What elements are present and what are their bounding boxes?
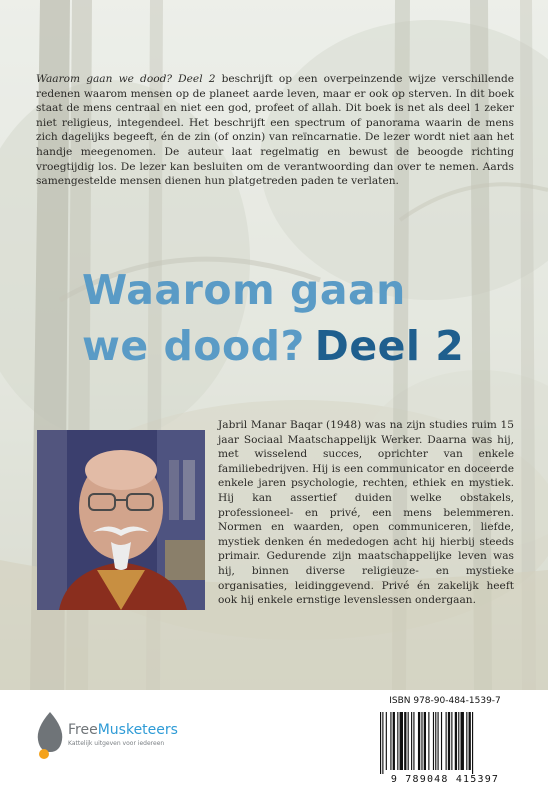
barcode-bar (458, 712, 459, 770)
barcode-bar (448, 712, 450, 770)
barcode-bar (428, 712, 429, 770)
barcode-bar (400, 712, 403, 770)
publisher-name-free: Free (68, 722, 98, 738)
blurb-book-title: Waarom gaan we dood? Deel 2 (36, 73, 216, 85)
book-title (82, 262, 464, 374)
isbn-label: ISBN 978-90-484-1539-7 (389, 696, 501, 706)
isbn-barcode (370, 696, 520, 792)
title-line-1: Waarom gaan (82, 266, 406, 314)
barcode-bar (455, 712, 457, 770)
publisher-name-musketeers: Musketeers (97, 722, 178, 738)
author-biography: Jabril Manar Baqar (1948) was na zijn studies ruim 15 jaar Sociaal Maatschappelijk Werker. Daarna was hij, met wisselend succes, oprichter van enkele familiebedrijven. Hij is een communicator en doceerde enkele jaren psychologie, rechten, ethiek en mystiek. Hij kan assertief duiden welke obstakels, professioneel- en privé, een mens belemmeren. Normen en waarden, open communiceren, liefde, mystiek denken én mededogen acht hij hierbij steeds primair. Gedurende zijn maatschappelijke leven was hij, binnen diverse religieuze- en mystieke organisaties, leidinggevend. Privé én zakelijk heeft ook hij enkele ernstige levenslessen ondergaan. (218, 419, 514, 607)
barcode-bar (380, 712, 381, 774)
back-cover-blurb (36, 72, 514, 189)
barcode-bar (404, 712, 406, 770)
barcode-bar (393, 712, 395, 770)
barcode-bar (390, 712, 391, 770)
title-line-2: we dood? (82, 322, 305, 370)
publisher-logo (36, 712, 176, 772)
barcode-bar (418, 712, 420, 770)
barcode-bar (435, 712, 436, 770)
publisher-drop-icon (36, 712, 64, 760)
barcode-bar (382, 712, 383, 774)
barcode-bars (378, 712, 512, 774)
barcode-bar (451, 712, 452, 770)
barcode-bar (446, 712, 447, 770)
publisher-tagline: Kattelijk uitgeven voor iedereen (68, 740, 165, 747)
barcode-bar (469, 712, 471, 770)
barcode-bar (472, 712, 473, 774)
title-volume: Deel 2 (314, 322, 465, 370)
barcode-bar (386, 712, 387, 770)
barcode-digits: 9 789048 415397 (390, 774, 500, 785)
barcode-bar (438, 712, 439, 770)
barcode-bar (424, 712, 426, 770)
barcode-bar (441, 712, 442, 770)
author-photo (37, 430, 205, 610)
barcode-bar (408, 712, 409, 770)
barcode-bar (433, 712, 434, 770)
barcode-bar (397, 712, 398, 770)
cover-footer (0, 690, 548, 800)
barcode-bar (466, 712, 467, 770)
barcode-bar (461, 712, 464, 770)
barcode-bar (413, 712, 414, 770)
blurb-text: beschrijft op een overpeinzende wijze verschillende redenen waarom mensen op de planeet aarde leven, maar er ook op sterven. In dit boek staat de mens centraal en niet een god, profeet of allah. Dit boek is net als deel 1 zeker niet religieus, integendeel. Het beschrijft een spectrum of panorama waarin de mens zich dagelijks begeeft, én de zin (of onzin) van reïncarnatie. De lezer wordt niet aan het handje meegenomen. De auteur laat regelmatig en bewust de beoogde richting vroegtijdig los. De lezer kan besluiten om de verantwoording dan over te nemen. Aards samengestelde mensen dienen hun platgetreden paden te verlaten. (36, 73, 515, 188)
barcode-bar (421, 712, 422, 770)
barcode-bar (411, 712, 412, 770)
